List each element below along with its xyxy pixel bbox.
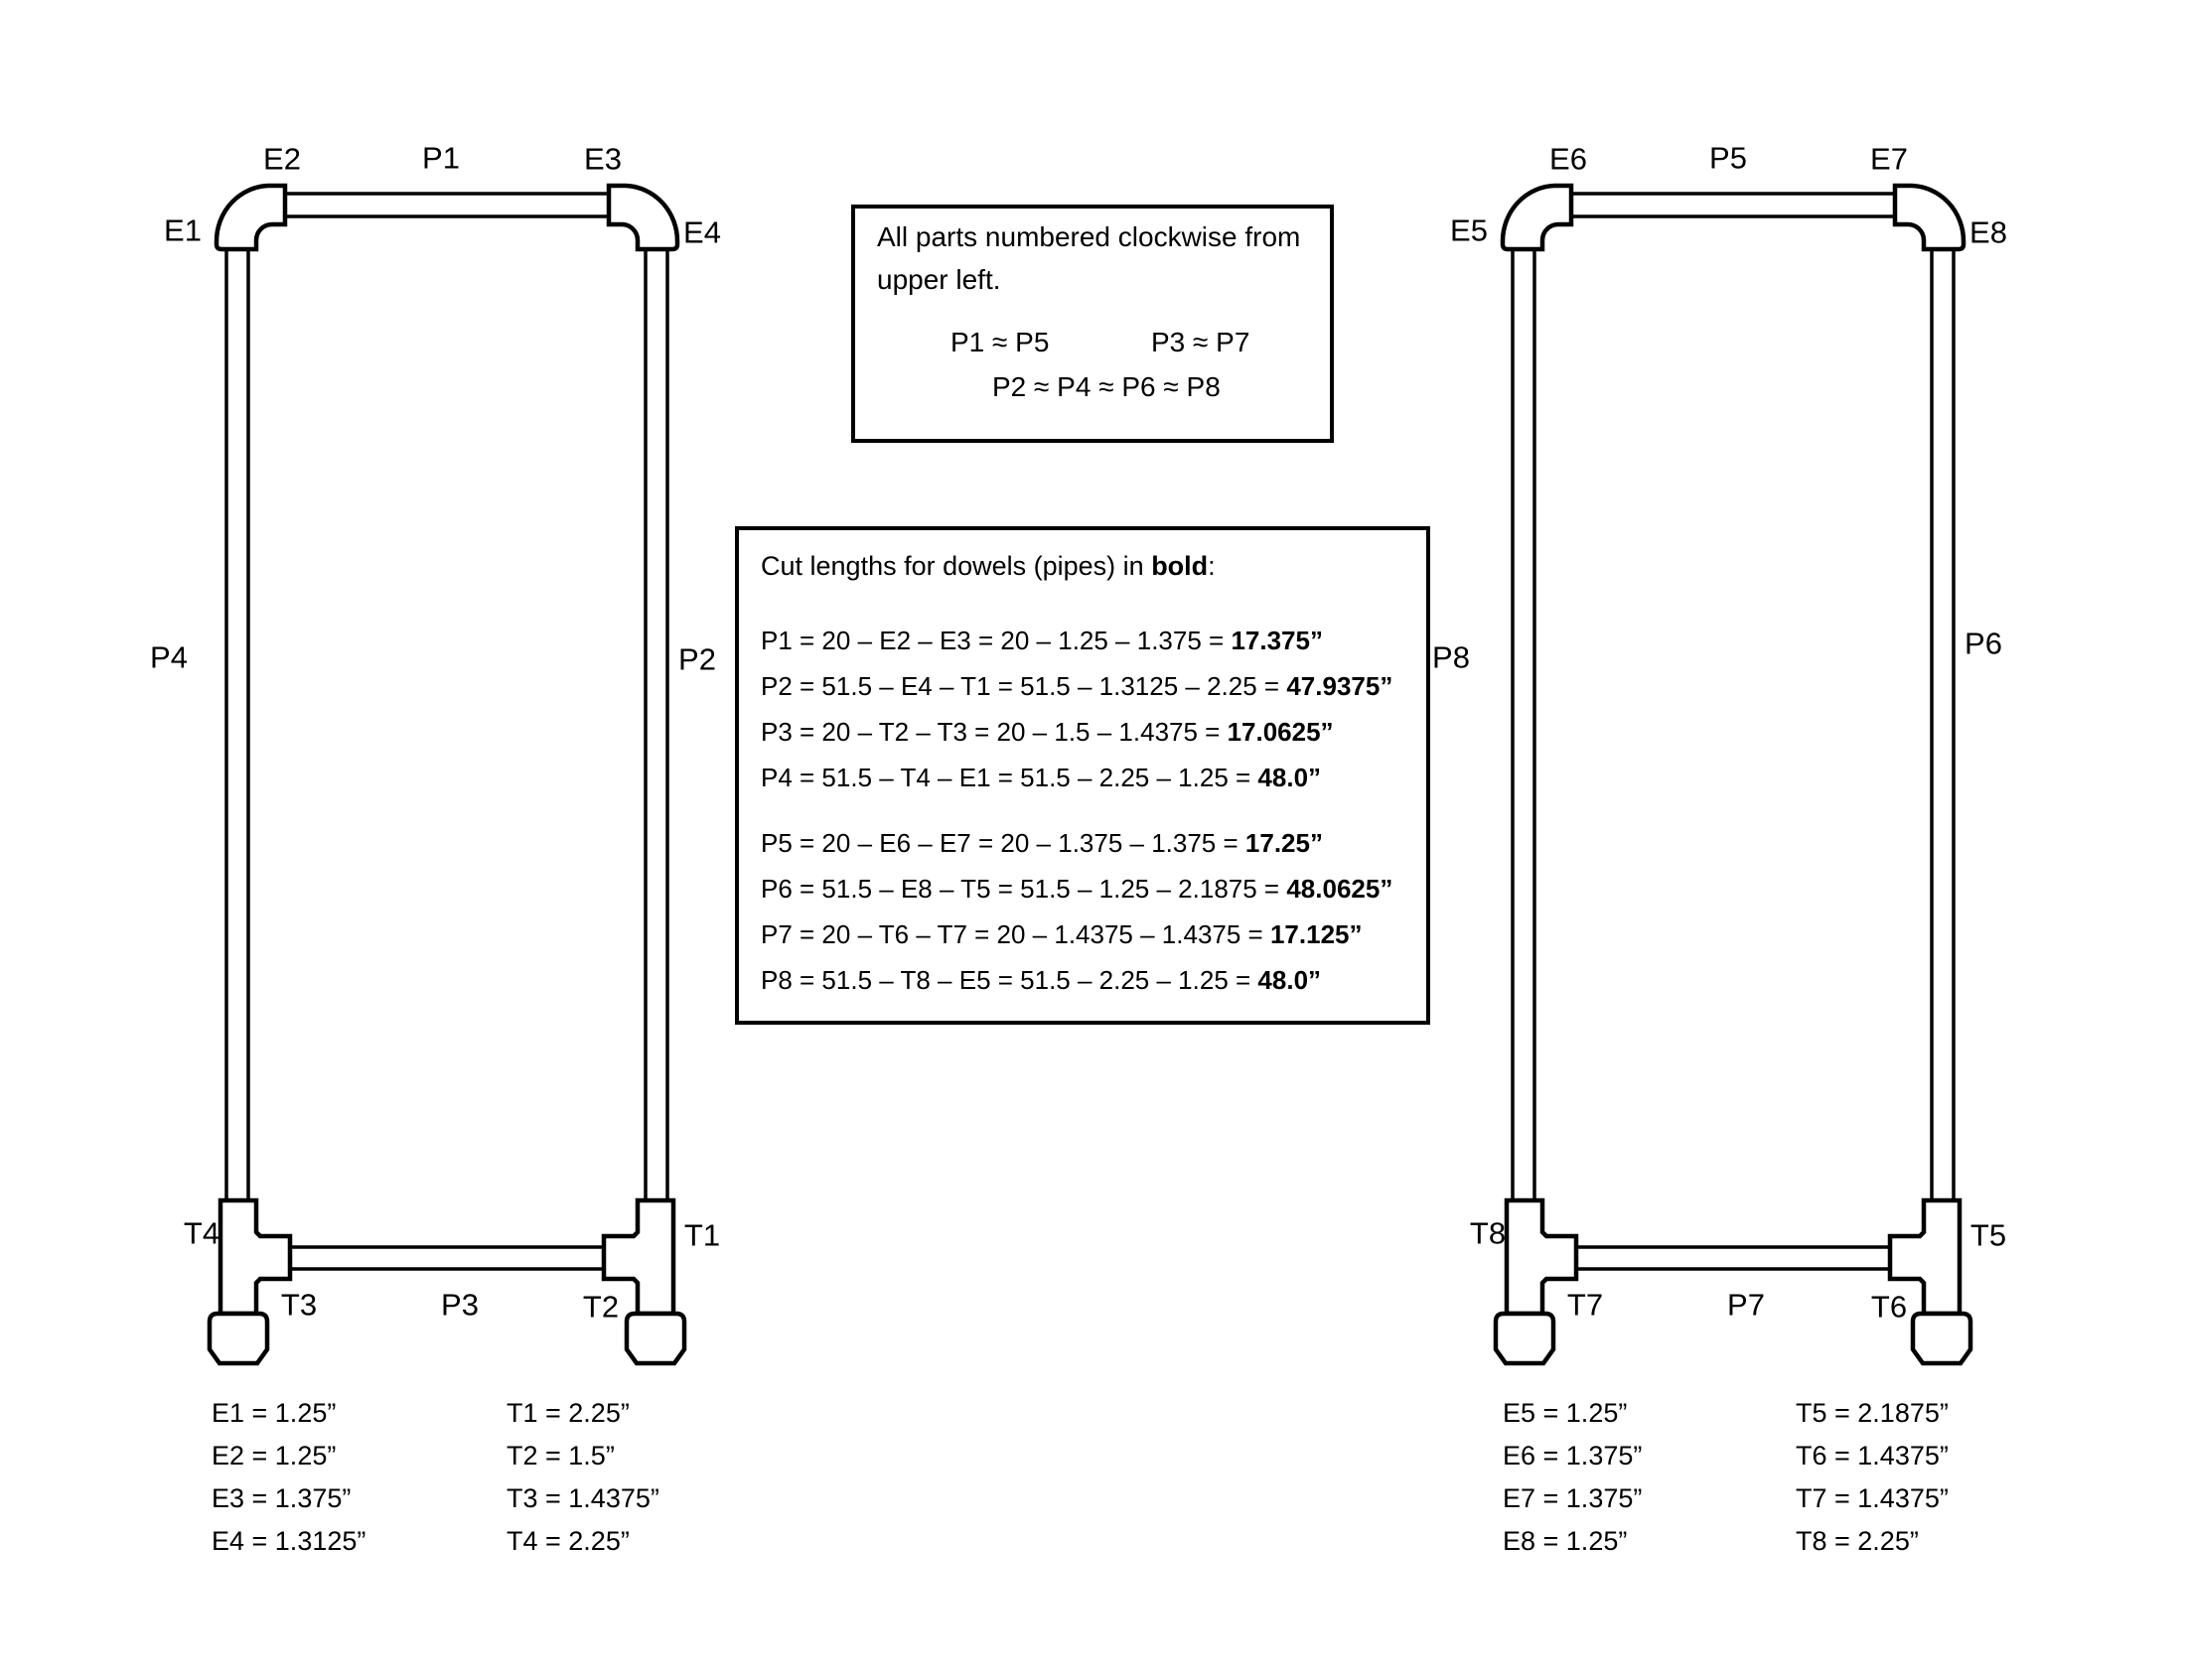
formula-result: 17.0625” [1227, 717, 1334, 747]
measurement-row: T8 = 2.25” [1796, 1526, 1919, 1556]
formula-group-1 [761, 618, 1392, 800]
measurement-row: T1 = 2.25” [507, 1398, 630, 1428]
formula-row-p1 [761, 618, 1392, 663]
label-t4: T4 [183, 1215, 220, 1251]
formula-text: P6 = 51.5 – E8 – T5 = 51.5 – 1.25 – 2.1875 = [761, 874, 1287, 904]
formula-result: 48.0” [1257, 965, 1322, 995]
measurement-row: E4 = 1.3125” [212, 1526, 366, 1556]
cut-lengths-title [761, 551, 1216, 582]
right-elbow-measurements [1503, 1392, 1642, 1563]
label-p2: P2 [678, 641, 716, 677]
left-elbow-measurements [212, 1392, 365, 1563]
note-line-2: upper left. [877, 264, 1001, 295]
equivalence-p1-p5: P1 ≈ P5 [950, 327, 1050, 357]
formula-group-2 [761, 820, 1392, 1003]
equivalence-p2468: P2 ≈ P4 ≈ P6 ≈ P8 [992, 371, 1221, 402]
formula-result: 17.25” [1244, 828, 1323, 858]
measurement-row: E1 = 1.25” [212, 1398, 337, 1428]
measurement-row: T3 = 1.4375” [507, 1483, 659, 1513]
formula-text: P8 = 51.5 – T8 – E5 = 51.5 – 2.25 – 1.25 = [761, 965, 1258, 995]
formula-text: P4 = 51.5 – T4 – E1 = 51.5 – 2.25 – 1.25 = [761, 763, 1258, 792]
label-p4: P4 [150, 639, 188, 675]
formula-text: P2 = 51.5 – E4 – T1 = 51.5 – 1.3125 – 2.25 = [761, 671, 1287, 701]
formula-result: 48.0625” [1286, 874, 1393, 904]
measurement-row: T6 = 1.4375” [1796, 1441, 1949, 1470]
cut-title-suffix: : [1208, 551, 1216, 581]
label-t5: T5 [1969, 1217, 2007, 1253]
measurement-row: E2 = 1.25” [212, 1441, 337, 1470]
formula-result: 48.0” [1257, 763, 1322, 792]
label-t2: T2 [582, 1289, 620, 1325]
cut-title-prefix: Cut lengths for dowels (pipes) in [761, 551, 1152, 581]
formula-text: P3 = 20 – T2 – T3 = 20 – 1.5 – 1.4375 = [761, 717, 1228, 747]
label-p7: P7 [1727, 1287, 1765, 1323]
formula-row-p5 [761, 820, 1392, 866]
label-e2: E2 [263, 141, 301, 177]
formula-row-p3 [761, 709, 1392, 755]
label-t6: T6 [1870, 1289, 1908, 1325]
label-e1: E1 [164, 212, 202, 248]
measurement-row: T5 = 2.1875” [1796, 1398, 1949, 1428]
label-e5: E5 [1450, 212, 1488, 248]
measurement-row: E6 = 1.375” [1503, 1441, 1643, 1470]
formula-result: 17.375” [1231, 626, 1323, 655]
label-e8: E8 [1969, 214, 2007, 250]
label-p6: P6 [1965, 626, 2002, 661]
formula-row-p4 [761, 755, 1392, 800]
formula-row-p7 [761, 911, 1392, 957]
measurement-row: E3 = 1.375” [212, 1483, 352, 1513]
label-e3: E3 [584, 141, 622, 177]
measurement-row: E8 = 1.25” [1503, 1526, 1628, 1556]
label-t8: T8 [1469, 1215, 1507, 1251]
label-t3: T3 [280, 1287, 318, 1323]
right-tee-measurements [1796, 1392, 1949, 1563]
formula-result: 47.9375” [1286, 671, 1393, 701]
formula-text: P1 = 20 – E2 – E3 = 20 – 1.25 – 1.375 = [761, 626, 1232, 655]
left-tee-measurements [507, 1392, 659, 1563]
note-line-1: All parts numbered clockwise from [877, 221, 1301, 252]
label-p5: P5 [1709, 140, 1747, 176]
formula-row-p2 [761, 663, 1392, 709]
measurement-row: T2 = 1.5” [507, 1441, 615, 1470]
label-e6: E6 [1549, 141, 1587, 177]
cut-title-bold: bold [1151, 551, 1209, 581]
measurement-row: E7 = 1.375” [1503, 1483, 1643, 1513]
note-box [851, 205, 1334, 443]
formula-text: P5 = 20 – E6 – E7 = 20 – 1.375 – 1.375 = [761, 828, 1245, 858]
label-t7: T7 [1566, 1287, 1604, 1323]
label-p3: P3 [441, 1287, 479, 1323]
measurement-row: T4 = 2.25” [507, 1526, 630, 1556]
left-frame [210, 186, 684, 1363]
label-p1: P1 [422, 140, 460, 176]
formula-row-p8 [761, 957, 1392, 1003]
label-e4: E4 [683, 214, 721, 250]
formula-result: 17.125” [1269, 919, 1363, 949]
formula-text: P7 = 20 – T6 – T7 = 20 – 1.4375 – 1.4375 = [761, 919, 1270, 949]
label-e7: E7 [1870, 141, 1908, 177]
cut-lengths-box [735, 526, 1430, 1025]
measurement-row: E5 = 1.25” [1503, 1398, 1628, 1428]
measurement-row: T7 = 1.4375” [1796, 1483, 1949, 1513]
formula-row-p6 [761, 866, 1392, 911]
label-p8: P8 [1432, 639, 1470, 675]
right-frame [1496, 186, 1970, 1363]
equivalence-p3-p7: P3 ≈ P7 [1151, 327, 1250, 357]
label-t1: T1 [683, 1217, 721, 1253]
